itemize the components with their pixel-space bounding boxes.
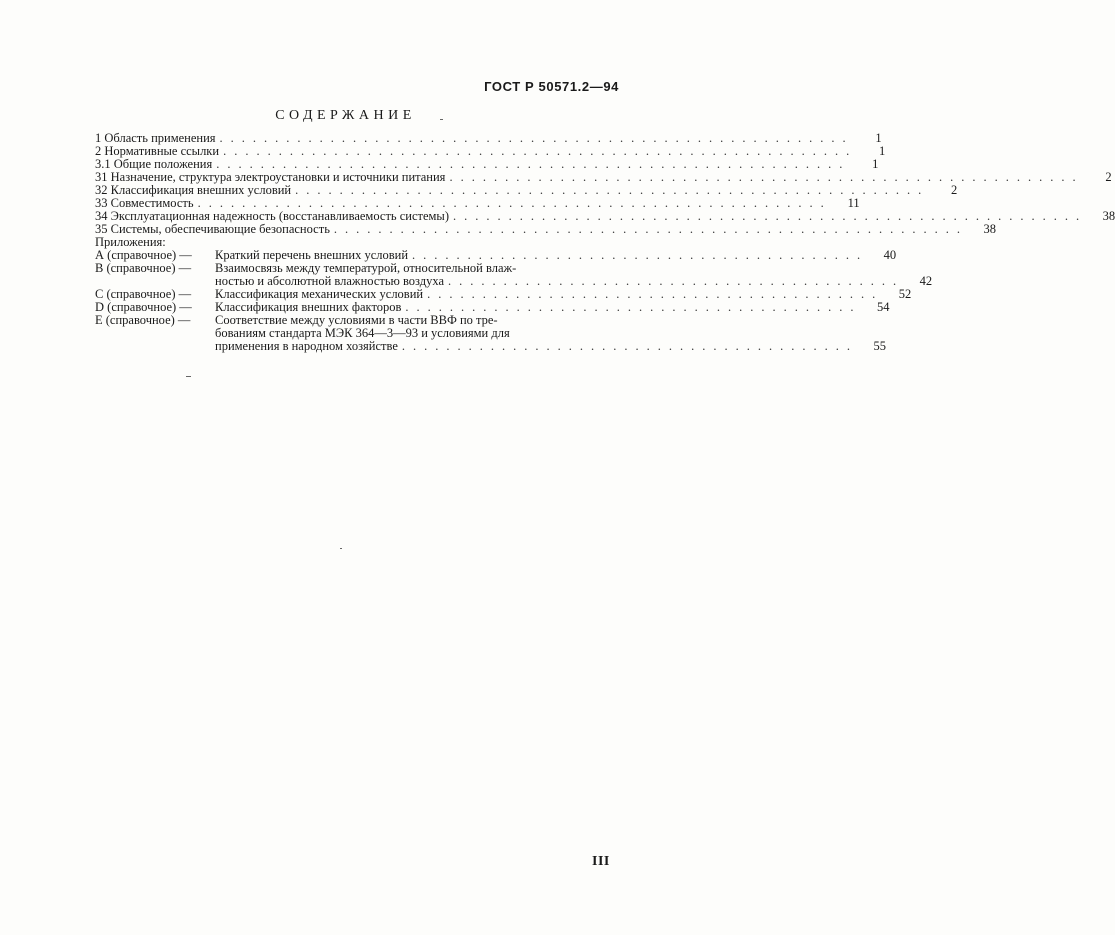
appendix-page: 54 <box>877 300 890 314</box>
leader-dots: ......................................................... <box>333 222 969 236</box>
toc-entry-page: 1 <box>878 144 886 158</box>
appendix-letter: D (справочное) — <box>95 300 192 314</box>
leader-dots: ......................................... <box>448 274 905 288</box>
leader-dots: ......................................... <box>412 248 869 262</box>
leader-dots: ......................................................... <box>449 170 1084 184</box>
leader-dots: ......................................................... <box>453 209 1088 223</box>
appendix-page: 52 <box>898 287 912 301</box>
appendix-letter: Е (справочное) — <box>95 313 191 327</box>
table-of-contents <box>95 131 1115 353</box>
scan-speck <box>186 376 191 377</box>
toc-entry-label: 31 Назначение, структура электроустановки и источники питания <box>95 170 446 184</box>
toc-entry-page: 1 <box>872 157 879 171</box>
leader-dots: ......................................................... <box>295 183 930 197</box>
appendix-title-line: Взаимосвязь между температурой, относительной влаж- <box>215 261 517 275</box>
appendix-page: 55 <box>873 339 886 353</box>
scan-speck <box>440 119 443 120</box>
toc-entry[interactable] <box>95 222 997 236</box>
standard-number: ГОСТ Р 50571.2—94 <box>484 79 619 94</box>
leader-dots: ......................................................... <box>223 144 858 158</box>
toc-entry-label: 33 Совместимость <box>95 196 194 210</box>
appendix-title-line: применения в народном хозяйстве <box>215 339 398 353</box>
appendix-title-line: Краткий перечень внешних условий <box>215 248 409 262</box>
toc-entry-label: 1 Область применения <box>95 131 216 145</box>
leader-dots: ......................................... <box>405 300 862 314</box>
appendix-letter: В (справочное) — <box>95 261 192 275</box>
leader-dots: ......................................................... <box>219 131 854 145</box>
appendix-title-line: Соответствие между условиями в части ВВФ по тре- <box>215 313 498 327</box>
appendix-title-line: бованиям стандарта МЭК 364—3—93 и условиями для <box>215 326 510 340</box>
appendix-letter: А (справочное) — <box>95 248 192 262</box>
appendix-page: 42 <box>919 274 933 288</box>
appendix-entry[interactable] <box>95 313 886 353</box>
toc-entry-page: 38 <box>983 222 997 236</box>
leader-dots: ......................................... <box>401 339 858 353</box>
appendix-title-line: ностью и абсолютной влажностью воздуха <box>215 274 445 288</box>
leader-dots: ......................................................... <box>216 157 851 171</box>
appendix-letter: С (справочное) — <box>95 287 192 301</box>
toc-entry-page: 11 <box>847 196 860 210</box>
appendix-title-line: Классификация внешних факторов <box>215 300 402 314</box>
leader-dots: ......................................................... <box>197 196 832 210</box>
toc-entry-page: 38 <box>1102 209 1115 223</box>
appendix-title-line: Классификация механических условий <box>215 287 424 301</box>
toc-entry-page: 1 <box>875 131 882 145</box>
scan-speck <box>340 548 342 549</box>
appendix-heading: Приложения: <box>95 235 166 249</box>
page-number: III <box>592 854 610 869</box>
toc-entry-label: 35 Системы, обеспечивающие безопасность <box>95 222 330 236</box>
toc-entry-label: 2 Нормативные ссылки <box>95 144 220 158</box>
toc-entry-label: 34 Эксплуатационная надежность (восстанавливаемость системы) <box>95 209 449 223</box>
toc-entry-page: 2 <box>1105 170 1112 184</box>
toc-entry-page: 2 <box>950 183 958 197</box>
toc-entry-label: 32 Классификация внешних условий <box>95 183 292 197</box>
leader-dots: ......................................... <box>427 287 884 301</box>
appendix-page: 40 <box>883 248 897 262</box>
appendix-entry[interactable] <box>95 261 933 288</box>
toc-entry-label: 3.1 Общие положения <box>95 157 213 171</box>
page-title: СОДЕРЖАНИЕ <box>275 108 416 123</box>
